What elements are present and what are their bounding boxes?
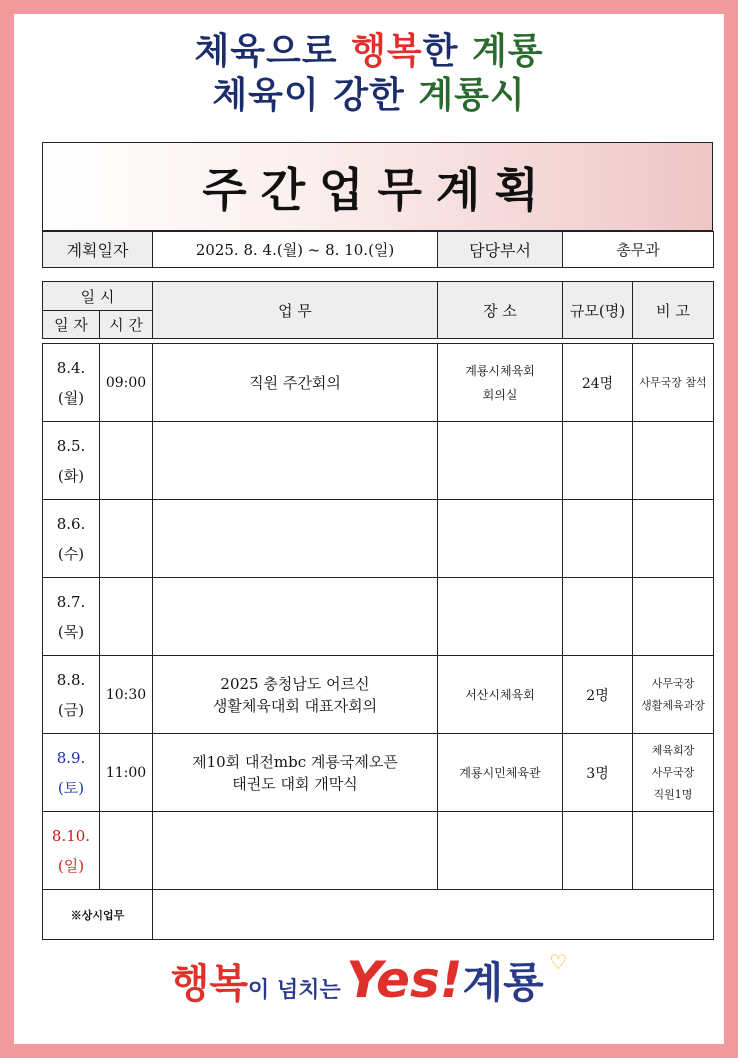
row-date-value: 8.10. [51,826,91,845]
schedule-table [42,281,714,940]
row-note [633,656,714,734]
row-task [153,734,438,812]
title-banner [42,142,713,231]
row-scale [563,422,633,500]
row-place [438,656,563,734]
slogan-1-part-1: 체육으로 [194,31,352,72]
row-date [43,656,100,734]
slogan-line-2 [0,74,738,118]
regular-work-label: ※상시업무 [43,890,153,940]
row-note [633,500,714,578]
dept-value: 총무과 [563,232,714,268]
row-time: 09:00 [100,344,153,422]
line: 생활체육대회 대표자회의 [212,696,378,715]
header-place: 장 소 [438,282,563,339]
line: 계룡시민체육관 [459,765,541,780]
row-time [100,422,153,500]
row-note [633,344,714,422]
line: 회의실 [482,387,518,402]
row-time [100,500,153,578]
row-date-value: 8.7. [56,592,86,611]
dept-label: 담당부서 [438,232,563,268]
row-task [153,578,438,656]
table-row [43,344,714,422]
row-day-of-week: (금) [57,700,85,719]
header-scale: 규모(명) [563,282,633,339]
row-note [633,578,714,656]
row-place [438,578,563,656]
row-place [438,812,563,890]
line: 2025 충청남도 어르신 [220,674,370,693]
slogan-2-part-2: 이 강한 [283,75,419,116]
row-scale: 3명 [563,734,633,812]
footer-part-4: 계룡 [462,958,544,1007]
row-task [153,812,438,890]
line: 사무국장 [651,765,695,779]
slogan-2-part-1: 체육 [212,75,284,116]
row-note [633,812,714,890]
line: 직원 주간회의 [249,373,341,392]
row-date [43,344,100,422]
header-task: 업 무 [153,282,438,339]
row-day-of-week: (일) [57,856,85,875]
row-day-of-week: (수) [57,544,85,563]
row-place [438,734,563,812]
row-day-of-week: (토) [57,778,85,797]
line: 서산시체육회 [465,687,535,702]
row-scale [563,500,633,578]
slogan-1-part-3: 한 [422,31,472,72]
line: 체육회장 [651,743,695,757]
slogan-line-1 [0,30,738,74]
table-row [43,500,714,578]
row-task [153,656,438,734]
footer-part-3: Yes! [346,951,463,1009]
row-date [43,500,100,578]
header-date: 일 자 [43,311,100,339]
line: 계룡시체육회 [465,363,535,378]
row-date-value: 8.5. [56,436,86,455]
row-date [43,812,100,890]
regular-work-row [43,890,714,940]
row-date [43,734,100,812]
row-day-of-week: (목) [57,622,85,641]
slogan-1-part-2: 행복 [351,31,423,72]
footer-part-2: 이 넘치는 [248,978,341,1003]
row-time: 10:30 [100,656,153,734]
row-date [43,578,100,656]
line: 제10회 대전mbc 계룡국제오픈 [192,752,398,771]
regular-work-value [153,890,714,940]
footer-logo [0,950,738,1010]
header-note: 비 고 [633,282,714,339]
row-task [153,422,438,500]
header-time: 시 간 [100,311,153,339]
line: 사무국장 [651,676,695,690]
row-day-of-week: (화) [57,466,85,485]
line: 태권도 대회 개막식 [232,774,358,793]
info-table [42,231,714,268]
slogan-1-part-4: 계룡 [471,31,544,72]
row-date-value: 8.8. [56,670,86,689]
row-place [438,500,563,578]
row-scale [563,812,633,890]
line: 생활체육과장 [641,698,705,712]
row-date-value: 8.6. [56,514,86,533]
line: 사무국장 참석 [639,375,707,389]
table-row [43,578,714,656]
row-date [43,422,100,500]
row-scale [563,578,633,656]
row-date-value: 8.4. [56,358,86,377]
row-task [153,344,438,422]
row-note [633,734,714,812]
row-place [438,344,563,422]
table-row [43,656,714,734]
line: 직원1명 [653,787,693,801]
plan-date-label: 계획일자 [43,232,153,268]
row-scale: 2명 [563,656,633,734]
row-place [438,422,563,500]
row-time: 11:00 [100,734,153,812]
table-row [43,812,714,890]
footer-part-1: 행복 [170,961,249,1007]
row-time [100,578,153,656]
row-time [100,812,153,890]
row-scale: 24명 [563,344,633,422]
page-title: 주간업무계획 [202,162,553,217]
slogan-2-part-3: 계룡시 [418,75,526,116]
table-row [43,422,714,500]
row-task [153,500,438,578]
table-row [43,734,714,812]
row-day-of-week: (월) [57,388,85,407]
row-date-value: 8.9. [56,748,86,767]
row-note [633,422,714,500]
plan-date-value: 2025. 8. 4.(월) ~ 8. 10.(일) [153,232,438,268]
header-datetime: 일 시 [43,282,153,311]
heart-icon: ♡ [549,950,568,974]
